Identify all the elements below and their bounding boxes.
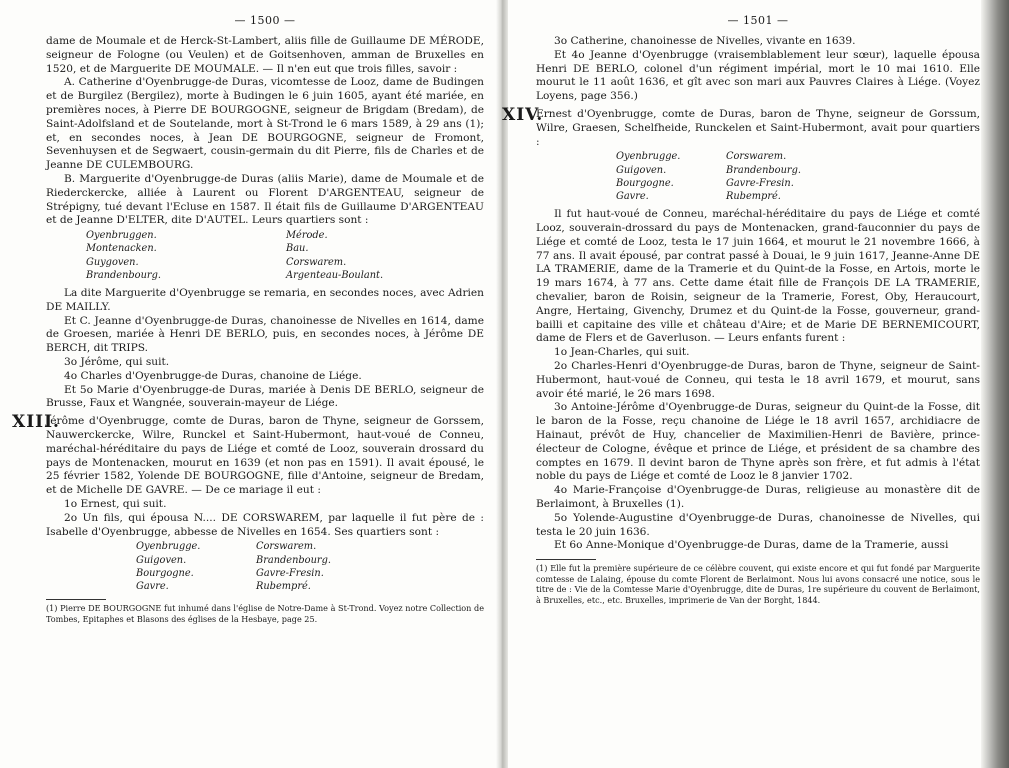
entry-xiv xyxy=(502,104,980,149)
quarter-item: Montenacken. xyxy=(86,243,157,255)
right-paragraph-5: 2o Charles-Henri d'Oyenbrugge-de Duras, baron de Thyne, seigneur de Saint-Hubermont, haut-voué de Conneu, qui testa le 18 avril 1679, et mourut, sans avoir été marié, le 26 mars 1698. xyxy=(536,359,980,400)
right-paragraph-4: 1o Jean-Charles, qui suit. xyxy=(554,346,690,359)
left-paragraph-8: Et 5o Marie d'Oyenbrugge-de Duras, mariée à Denis DE BERLO, seigneur de Brusse, Faux et Wangnée, souverain-mayeur de Liége. xyxy=(46,383,484,410)
right-footnote: (1) Elle fut la première supérieure de ce célèbre couvent, qui existe encore et qui fut fondé par Marguerite comtesse de Lalaing, épouse du comte Florent de Berlaimont. Nous lui avons consacré une notice, sous le titre de : Vie de la Comtesse Marie d'Oyenbrugge, dite de Duras, 1re supérieure du couvent de Berlaimont, à Bruxelles, etc., etc. Bruxelles, imprimerie de Van der Borght, 1844. xyxy=(536,563,980,605)
right-paragraph-7: 4o Marie-Françoise d'Oyenbrugge-de Duras, religieuse au monastère dit de Berlaimont, à Bruxelles (1). xyxy=(536,484,980,510)
left-paragraph-2: A. Catherine d'Oyenbrugge-de Duras, vicomtesse de Looz, dame de Budingen et de Burgilez (Bergilez), morte à Budingen le 6 juin 1605, ayant été mariée, en premières noces, à Pierre DE BOURGOGNE, seigneur de Brigdam (Bredam), de Saint-Adolfsland et de Soutelande, mort à St-Trond le 6 mars 1589, à 29 ans (1); et, en secondes noces, à Jean DE BOURGOGNE, seigneur de Fromont, Sevenhuysen et de Segwaert, cousin-germain du dit Pierre, fils de Charles et de Jeanne DE CULEMBOURG. xyxy=(46,76,484,172)
quarter-item: Bourgogne. xyxy=(616,177,674,189)
right-paragraph-1: 3o Catherine, chanoinesse de Nivelles, vivante en 1639. xyxy=(554,35,856,47)
right-paragraph-9: Et 6o Anne-Monique d'Oyenbrugge-de Duras, dame de la Tramerie, aussi xyxy=(554,539,949,552)
quarter-item: Guigoven. xyxy=(136,554,187,566)
left-footnote: (1) Pierre DE BOURGOGNE fut inhumé dans l'église de Notre-Dame à St-Trond. Voyez notre Collection de Tombes, Epitaphes et Blasons des églises de la Hesbaye, page 25. xyxy=(46,603,484,624)
quarter-item: Gavre. xyxy=(136,580,169,592)
left-page xyxy=(0,0,498,768)
quarter-item: Bau. xyxy=(286,243,309,255)
left-paragraph-1: dame de Moumale et de Herck-St-Lambert, aliis fille de Guillaume DE MÉRODE, seigneur de Fologne (ou Veulen) et de Goitsenhoven, amman de Bruxelles en 1520, et de Marguerite DE MOUMALE. — Il n'en eut que trois filles, savoir : xyxy=(46,35,484,75)
quarter-item: Gavre-Fresin. xyxy=(726,177,794,189)
quarter-item: Oyenbrugge. xyxy=(136,541,201,553)
right-page-number: — 1501 — xyxy=(727,14,789,27)
quarter-item: Gavre. xyxy=(616,190,649,202)
quarter-item: Guigoven. xyxy=(616,164,667,176)
quarter-item: Brandenbourg. xyxy=(86,269,161,281)
left-page-number: — 1500 — xyxy=(234,14,296,27)
quarter-item: Oyenbruggen. xyxy=(86,230,157,242)
quarter-item: Rubempré. xyxy=(726,190,781,202)
quarter-item: Corswarem. xyxy=(256,541,317,553)
right-paragraph-3: Il fut haut-voué de Conneu, maréchal-héréditaire du pays de Liége et comté Looz, souverain-drossard du pays de Montenacken, grand-fauconnier du pays de Liége et comté de Looz, testa le 17 juin 1664, et mourut le 21 novembre 1666, à 77 ans. Il avait épousé, par contrat passé à Douai, le 9 juin 1617, Jeanne-Anne DE LA TRAMERIE, dame de la Tramerie et du Quint-de la Fosse, en Artois, morte le 19 mars 1674, à 77 ans. Cette dame était fille de François DE LA TRAMERIE, chevalier, baron de Roisin, seigneur de la Tramerie, Forest, Oby, Heraucourt, Angre, Hertaing, Givenchy, Drumez et du Quint-de la Fosse, gouverneur, grand-bailli et capitaine des ville et château d'Aire; et de Marie DE BERNEMICOURT, dame de Flers et de Gaverluson. — Leurs enfants furent : xyxy=(536,208,980,345)
left-paragraph-7: 4o Charles d'Oyenbrugge-de Duras, chanoine de Liége. xyxy=(64,369,362,382)
quarter-item: Rubempré. xyxy=(256,580,311,592)
quarters-table-1 xyxy=(46,229,484,282)
quarter-item: Bourgogne. xyxy=(136,567,194,579)
quarters-table-2 xyxy=(136,540,396,593)
left-paragraph-9: 1o Ernest, qui suit. xyxy=(64,497,167,510)
left-paragraph-6: 3o Jérôme, qui suit. xyxy=(64,355,170,368)
right-paragraph-6: 3o Antoine-Jérôme d'Oyenbrugge-de Duras, seigneur du Quint-de la Fosse, dit le baron de la Fosse, reçu chanoine de Liége le 18 avril 1657, archidiacre de Hainaut, prévôt de Huy, chancelier de Maximilien-Henri de Bavière, prince-électeur de Cologne, évêque et prince de Liége, et président de sa chambre des comptes en 1679. Il devint baron de Thyne après son frère, et fut admis à l'état noble du pays de Liége et comté de Looz le 8 janvier 1702. xyxy=(536,401,980,483)
right-page xyxy=(502,0,980,768)
right-paragraph-8: 5o Yolende-Augustine d'Oyenbrugge-de Duras, chanoinesse de Nivelles, qui testa le 20 juin 1636. xyxy=(536,511,980,538)
quarter-item: Guygoven. xyxy=(86,256,139,268)
entry-text: Jérôme d'Oyenbrugge, comte de Duras, baron de Thyne, seigneur de Gorssem, Nauwerckercke, Wilre, Runckel et Saint-Hubermont, haut-voué de Conneu, maréchal-héréditaire du pays de Liége et comté de Looz, souverain drossard du pays de Montenacken, mourut en 1639 (et non pas en 1591). Il avait épousé, le 25 février 1582, Yolende DE BOURGOGNE, fille d'Antoine, seigneur de Bredam, et de Michelle DE GAVRE. — De ce mariage il eut : xyxy=(46,415,484,497)
entry-xiii xyxy=(12,412,484,498)
footnote-divider xyxy=(46,599,106,600)
entry-text: Ernest d'Oyenbrugge, comte de Duras, baron de Thyne, seigneur de Gorssum, Wilre, Graesen, Schelfheide, Runckelen et Saint-Hubermont, avait pour quartiers : xyxy=(536,107,980,148)
quarter-item: Gavre-Fresin. xyxy=(256,567,324,579)
footnote-divider xyxy=(536,559,596,560)
entry-numeral: XIII. xyxy=(12,412,60,433)
entry-numeral: XIV. xyxy=(502,104,544,125)
left-paragraph-3: B. Marguerite d'Oyenbrugge-de Duras (aliis Marie), dame de Moumale et de Riederckercke, alliée à Laurent ou Florent D'ARGENTEAU, seigneur de Strépigny, tué devant l'Ecluse en 1587. Il était fils de Guillaume D'ARGENTEAU et de Jeanne D'ELTER, dite D'AUTEL. Leurs quartiers sont : xyxy=(46,172,484,227)
quarter-item: Corswarem. xyxy=(726,151,787,163)
left-paragraph-10: 2o Un fils, qui épousa N.... DE CORSWAREM, par laquelle il fut père de : Isabelle d'Oyenbrugge, abbesse de Nivelles en 1654. Ses quartiers sont : xyxy=(46,511,484,538)
quarter-item: Corswarem. xyxy=(286,256,347,268)
quarter-item: Argenteau-Boulant. xyxy=(286,269,384,281)
quarter-item: Brandenbourg. xyxy=(726,164,801,176)
quarter-item: Oyenbrugge. xyxy=(616,151,681,163)
left-paragraph-5: Et C. Jeanne d'Oyenbrugge-de Duras, chanoinesse de Nivelles en 1614, dame de Groesen, mariée à Henri DE BERLO, puis, en secondes noces, à Jérôme DE BERCH, dit TRIPS. xyxy=(46,314,484,355)
quarter-item: Brandenbourg. xyxy=(256,554,331,566)
page-edge-shadow xyxy=(981,0,1009,768)
quarters-table-3 xyxy=(616,150,856,203)
right-paragraph-2: Et 4o Jeanne d'Oyenbrugge (vraisemblablement leur sœur), laquelle épousa Henri DE BERLO, colonel d'un régiment impérial, mort le 10 mai 1610. Elle mourut le 11 août 1636, et gît avec son mari aux Pauvres Claires à Liége. (Voyez Loyens, page 356.) xyxy=(536,48,980,103)
quarter-item: Mérode. xyxy=(286,230,328,242)
left-paragraph-4: La dite Marguerite d'Oyenbrugge se remaria, en secondes noces, avec Adrien DE MAILLY. xyxy=(46,286,484,313)
